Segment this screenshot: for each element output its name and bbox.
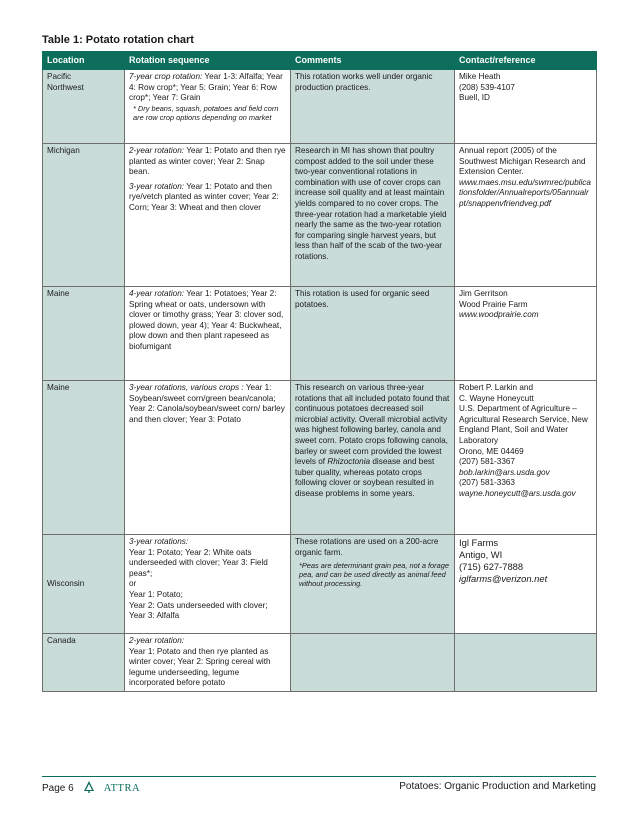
header-rotation-sequence: Rotation sequence [125, 52, 291, 70]
comments-text: disease and best tuber quality, whereas potato crops following clover or soybean resulted in disease problems in some years. [295, 457, 435, 498]
contact-line: Antigo, WI [459, 549, 503, 560]
page-title: Table 1: Potato rotation chart [42, 34, 194, 46]
comments-footnote: *Peas are determinant grain pea, not a forage pea, and can be used directly as animal feed without processing. [299, 561, 449, 589]
rotation-detail: or [129, 579, 137, 589]
comments-text: These rotations are used on a 200-acre organic farm. [295, 537, 439, 557]
rotation-label: 3-year rotations: [129, 537, 189, 546]
table-row [43, 634, 597, 692]
table-row [43, 381, 597, 535]
rotation-label: 2-year rotation: [129, 636, 185, 645]
location-cell [43, 634, 125, 692]
comments-cell [291, 381, 455, 535]
rotation-text [129, 182, 286, 214]
comments-cell [291, 287, 455, 381]
contact-link[interactable]: www.maes.msu.edu/swmrec/publicationsfolder/Annualreports/05annualrpt/snappenvfriendveg.pdf [459, 177, 591, 208]
rotation-cell [125, 70, 291, 144]
location-text: Maine [47, 289, 70, 298]
location-text: Maine [47, 383, 70, 392]
publication-title: Potatoes: Organic Production and Marketing [399, 781, 596, 792]
contact-email[interactable]: iglfarms@verizon.net [459, 573, 548, 584]
header-contact-reference: Contact/reference [455, 52, 597, 70]
rotation-cell [125, 535, 291, 634]
rotation-detail: Year 1: Potato and then rye planted as winter cover; Year 2: Snap bean. [129, 146, 286, 177]
potato-rotation-table [42, 51, 597, 692]
rotation-label: 4-year rotation: [129, 289, 185, 298]
rotation-detail: Year 1: Potato; Year 2: White oats underseeded with clover; Year 3: Field peas*; [129, 547, 268, 578]
rotation-detail: Year 1: Potatoes; Year 2: Spring wheat or oats, undersown with clover or timothy grass; Year 3: clover sod, plowed down, year 4); Year 4: Buckwheat, plow down and then plant rapeseed as biofumigant [129, 289, 284, 351]
contact-line: (715) 627-7888 [459, 561, 524, 572]
contact-line: Jim Gerritson [459, 289, 508, 298]
rotation-detail: Year 1: Potato; [129, 589, 183, 599]
contact-link[interactable]: www.woodprairie.com [459, 310, 539, 320]
contact-line: (207) 581-3363 [459, 478, 515, 488]
rotation-text [129, 72, 286, 104]
contact-cell [455, 535, 597, 634]
rotation-label: 3-year rotation: [129, 181, 185, 191]
comments-text: This rotation is used for organic seed potatoes. [295, 289, 430, 309]
contact-line: Annual report (2005) of the Southwest Michigan Research and Extension Center. [459, 146, 586, 177]
table-header-row [43, 52, 597, 70]
location-cell [43, 381, 125, 535]
rotation-label: 3-year rotations, various crops : [129, 383, 244, 392]
table-row [43, 70, 597, 144]
location-text: Wisconsin [47, 578, 85, 588]
contact-line: U.S. Department of Agriculture – Agricultural Research Service, New England Plant, Soil and Water Laboratory [459, 404, 588, 445]
rotation-detail: Year 2: Oats underseeded with clover; Year 3: Alfalfa [129, 600, 268, 621]
table-row [43, 287, 597, 381]
rotation-detail: Year 1: Potato and then rye/vetch planted as winter cover; Year 2: Corn; Year 3: Wheat and then clover [129, 181, 279, 212]
rotation-footnote: * Dry beans, squash, potatoes and field corn are row crop options depending on market [133, 103, 279, 122]
contact-cell [455, 70, 597, 144]
comments-text: Research in MI has shown that poultry compost added to the soil under these two-year conventional rotations in combination with use of cover crops can increase soil quality and at least maintain yields compared to no cover crops. The three-year rotation had a marketable yield nearly the same as the two-year rotation for comparing single harvest years, but less than half of the scab of the two-year rotations. [295, 146, 447, 261]
contact-email[interactable]: wayne.honeycutt@ars.usda.gov [459, 488, 576, 498]
location-cell [43, 535, 125, 634]
comments-text: This rotation works well under organic production practices. [295, 72, 433, 92]
rotation-detail: Year 1: Soybean/sweet corn/green bean/canola; Year 2: Canola/soybean/sweet corn/ barley and then clover; Year 3: Potato [129, 383, 285, 424]
comments-italic-term: Rhizoctonia [327, 457, 371, 467]
rotation-label: 7-year crop rotation: [129, 72, 203, 81]
contact-line: (208) 539-4107 [459, 82, 515, 92]
location-cell [43, 144, 125, 287]
contact-line: Buell, ID [459, 93, 490, 103]
rotation-cell [125, 144, 291, 287]
contact-line: Igl Farms [459, 537, 499, 548]
rotation-text [129, 289, 286, 353]
rotation-detail: Year 1-3: Alfalfa; Year 4: Row crop*; Year 5: Grain; Year 6: Row crop*; Year 7: Grain [129, 72, 283, 103]
location-cell [43, 287, 125, 381]
rotation-text [129, 383, 286, 425]
contact-cell [455, 381, 597, 535]
contact-cell [455, 144, 597, 287]
header-location: Location [43, 52, 125, 70]
location-text: Pacific Northwest [47, 72, 84, 92]
contact-line: C. Wayne Honeycutt [459, 393, 534, 403]
rotation-cell [125, 287, 291, 381]
location-cell [43, 70, 125, 144]
contact-cell [455, 634, 597, 692]
attra-logo-icon [82, 781, 96, 796]
header-comments: Comments [291, 52, 455, 70]
contact-line: Wood Prairie Farm [459, 299, 528, 309]
footer-left [42, 781, 140, 796]
brand-name: ATTRA [103, 783, 141, 794]
contact-email[interactable]: bob.larkin@ars.usda.gov [459, 467, 550, 477]
page-number: Page 6 [42, 783, 74, 794]
footer-divider [42, 776, 596, 777]
comments-cell [291, 535, 455, 634]
rotation-detail: Year 1: Potato and then rye planted as winter cover; Year 2: Spring cereal with legume underseeding, legume incorporated before potato [129, 646, 271, 688]
contact-line: Robert P. Larkin and [459, 383, 534, 392]
contact-line: Mike Heath [459, 72, 501, 81]
contact-line: (207) 581-3367 [459, 457, 515, 467]
rotation-label: 2-year rotation: [129, 146, 185, 155]
rotation-text [129, 146, 286, 178]
contact-cell [455, 287, 597, 381]
location-text: Michigan [47, 146, 80, 155]
comments-cell [291, 634, 455, 692]
comments-cell [291, 144, 455, 287]
contact-line: Orono, ME 04469 [459, 446, 524, 456]
rotation-cell [125, 634, 291, 692]
location-text: Canada [47, 636, 76, 645]
table-row [43, 535, 597, 634]
rotation-cell [125, 381, 291, 535]
comments-cell [291, 70, 455, 144]
comments-text: This research on various three-year rotations that all included potato found that continuous potatoes decreased soil microbial activity. Overall microbial activity was highest following barley, canola and sweet corn. Potato crops following canola, barley or sweet corn provided the lowest levels of [295, 383, 450, 467]
table-row [43, 144, 597, 287]
